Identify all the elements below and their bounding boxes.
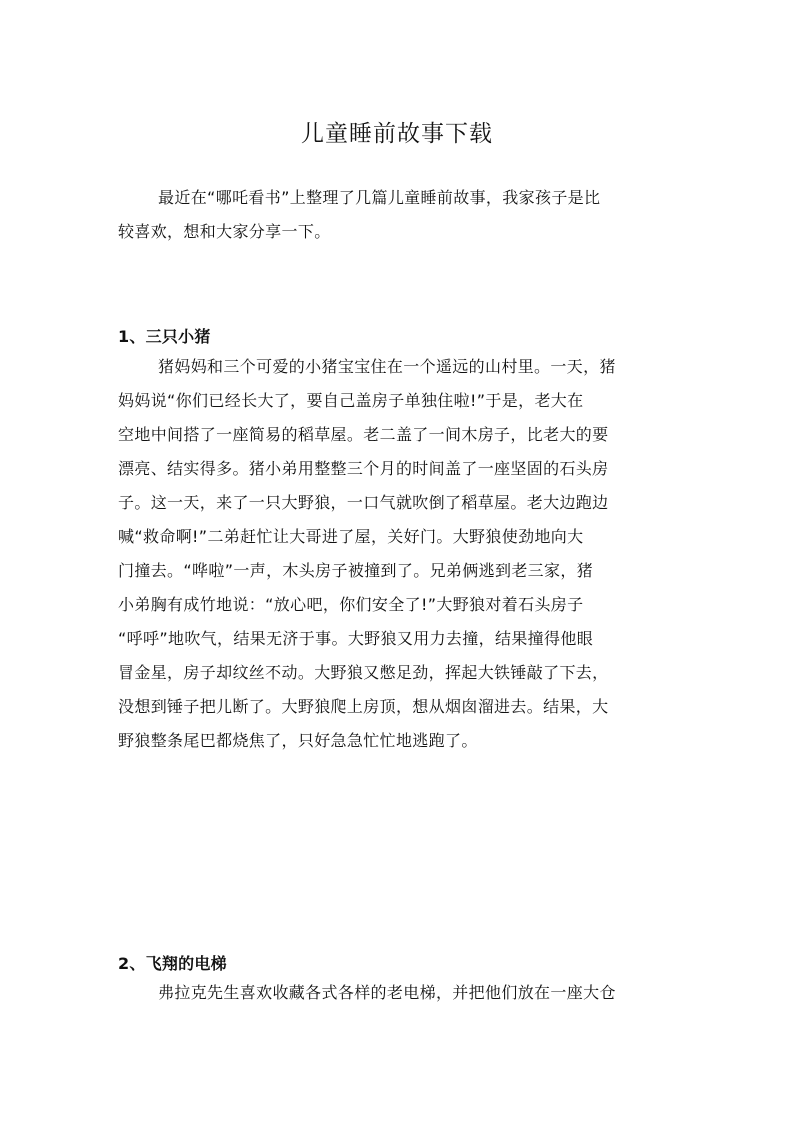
story-line: 门撞去。“哗啦”一声，木头房子被撞到了。兄弟俩逃到老三家，猪: [118, 561, 594, 580]
story-line: 弗拉克先生喜欢收藏各式各样的老电梯，并把他们放在一座大仓: [158, 983, 616, 1002]
story-line: 空地中间搭了一座简易的稻草屋。老二盖了一间木房子，比老大的要: [118, 425, 609, 444]
story-flying-elevator: [118, 976, 678, 1010]
section-heading-flying-elevator: 2、飞翔的电梯: [118, 954, 227, 974]
story-line: 没想到锤子把儿断了。大野狼爬上房顶，想从烟囱溜进去。结果，大: [118, 697, 609, 716]
story-line: 子。这一天，来了一只大野狼，一口气就吹倒了稻草屋。老大边跑边: [118, 493, 609, 512]
intro-line: 最近在“哪吒看书”上整理了几篇儿童睡前故事，我家孩子是比: [158, 188, 601, 207]
intro-paragraph: [118, 181, 678, 249]
document-title: 儿童睡前故事下载: [301, 121, 493, 148]
story-line: 漂亮、结实得多。猪小弟用整整三个月的时间盖了一座坚固的石头房: [118, 459, 609, 478]
intro-line: 较喜欢，想和大家分享一下。: [118, 222, 331, 241]
story-three-little-pigs: [118, 350, 678, 758]
story-line: “呼呼”地吹气，结果无济于事。大野狼又用力去撞，结果撞得他眼: [118, 629, 594, 648]
story-line: 猪妈妈和三个可爱的小猪宝宝住在一个遥远的山村里。一天，猪: [158, 357, 616, 376]
story-line: 妈妈说“你们已经长大了，要自己盖房子单独住啦!”于是，老大在: [118, 391, 584, 410]
story-line: 冒金星，房子却纹丝不动。大野狼又憋足劲，挥起大铁锤敲了下去，: [118, 663, 609, 682]
story-line: 野狼整条尾巴都烧焦了，只好急急忙忙地逃跑了。: [118, 731, 478, 750]
story-line: 小弟胸有成竹地说：“放心吧，你们安全了!”大野狼对着石头房子: [118, 595, 584, 614]
story-line: 喊“救命啊!”二弟赶忙让大哥进了屋，关好门。大野狼使劲地向大: [118, 527, 584, 546]
section-heading-three-little-pigs: 1、三只小猪: [118, 327, 211, 347]
